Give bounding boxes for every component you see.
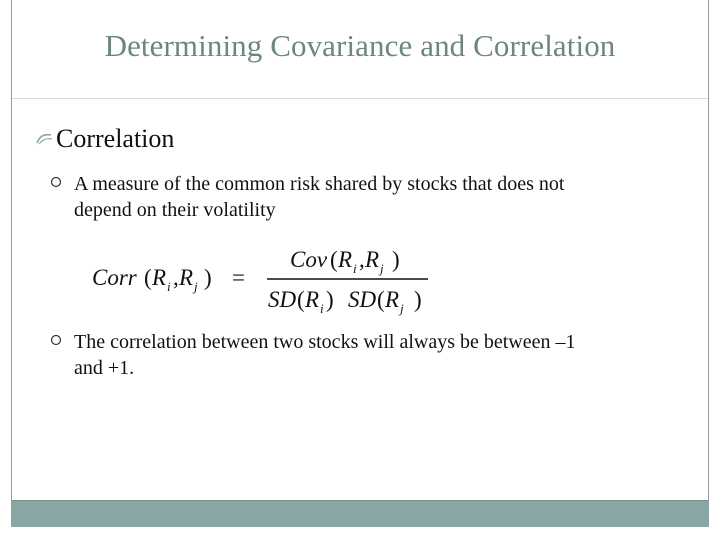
svg-text:R: R [338, 247, 353, 272]
slide-title: Determining Covariance and Correlation [104, 28, 616, 63]
svg-text:R: R [152, 265, 167, 290]
hollow-circle-icon [50, 176, 62, 188]
svg-text:(: ( [377, 287, 385, 312]
svg-text:,: , [173, 265, 179, 290]
title-divider [12, 98, 708, 99]
formula-graphic [92, 240, 437, 318]
sub-bullet-item-1 [50, 171, 684, 223]
bullet-2-line-1: The correlation between two stocks will always be between –1 [74, 331, 576, 353]
svg-text:i: i [167, 279, 171, 294]
svg-text:): ) [392, 247, 400, 272]
left-border [11, 0, 12, 512]
formula-numerator-fn: Cov [290, 247, 328, 272]
correlation-formula [92, 240, 437, 318]
svg-text:j: j [400, 301, 404, 316]
footer-bar [11, 500, 709, 527]
svg-text:(: ( [144, 265, 152, 290]
svg-text:R: R [385, 287, 400, 312]
svg-text:R: R [305, 287, 320, 312]
formula-lhs-fn: Corr [92, 265, 137, 290]
hollow-circle-icon [50, 334, 62, 346]
equals-sign: = [232, 265, 245, 290]
svg-text:j: j [194, 279, 198, 294]
formula-denominator-fn-2: SD [348, 287, 377, 312]
sub-bullet-item-2 [50, 329, 684, 381]
svg-text:R: R [179, 265, 194, 290]
svg-text:(: ( [297, 287, 305, 312]
svg-text:,: , [359, 247, 365, 272]
formula-denominator-fn-1: SD [268, 287, 297, 312]
svg-text:(: ( [330, 247, 338, 272]
svg-text:i: i [353, 261, 357, 276]
right-border [708, 0, 709, 512]
svg-text:i: i [320, 301, 324, 316]
svg-text:j: j [380, 261, 384, 276]
heading-bullet-item [34, 124, 174, 154]
heading-text: Correlation [56, 124, 175, 153]
svg-text:): ) [204, 265, 212, 290]
flourish-icon [34, 132, 54, 146]
svg-text:): ) [326, 287, 334, 312]
bullet-1-line-2: depend on their volatility [74, 199, 276, 221]
bullet-1-line-1: A measure of the common risk shared by stocks that does not [74, 173, 565, 195]
bullet-2-line-2: and +1. [74, 357, 135, 379]
svg-text:R: R [365, 247, 380, 272]
svg-text:): ) [414, 287, 422, 312]
